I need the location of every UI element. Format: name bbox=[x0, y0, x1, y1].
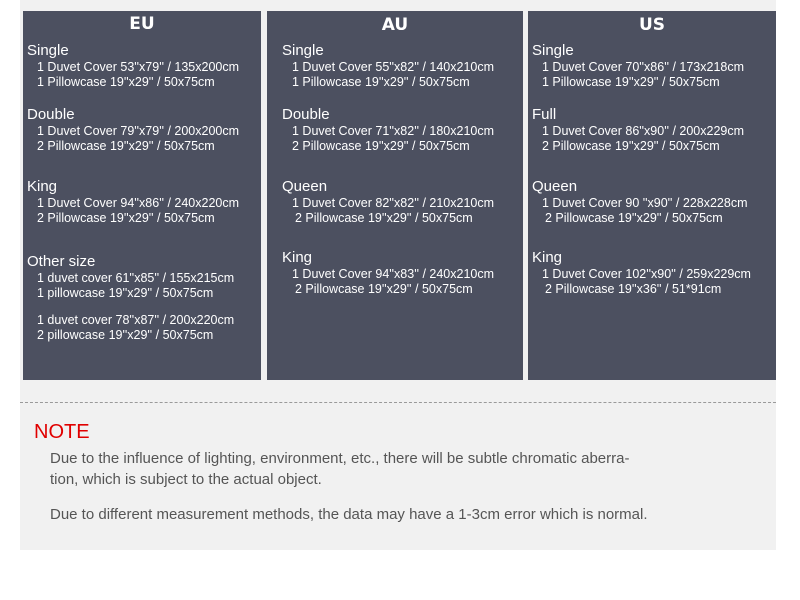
section-label: Single bbox=[532, 42, 574, 59]
size-line: 1 Pillowcase 19''x29'' / 50x75cm bbox=[292, 75, 470, 89]
us-size-column bbox=[528, 11, 776, 380]
note-title: NOTE bbox=[34, 421, 90, 443]
size-line: 1 Duvet Cover 86''x90'' / 200x229cm bbox=[542, 124, 745, 138]
au-section-queen bbox=[282, 178, 494, 226]
section-label: Queen bbox=[282, 178, 328, 195]
section-label: Double bbox=[282, 106, 330, 123]
us-section-king bbox=[532, 249, 751, 297]
au-section-single bbox=[282, 42, 494, 90]
eu-column-title: EU bbox=[129, 14, 155, 34]
size-line: 1 Duvet Cover 79''x79'' / 200x200cm bbox=[37, 124, 240, 138]
size-line: 2 Pillowcase 19''x29'' / 50x75cm bbox=[295, 282, 473, 296]
eu-section-double bbox=[27, 106, 239, 154]
section-label: Double bbox=[27, 106, 75, 123]
eu-size-column bbox=[23, 11, 261, 380]
note-paragraph-line: tion, which is subject to the actual object. bbox=[50, 471, 322, 488]
size-line: 1 Duvet Cover 55''x82'' / 140x210cm bbox=[292, 60, 495, 74]
size-line: 1 Duvet Cover 70''x86'' / 173x218cm bbox=[542, 60, 745, 74]
size-line: 1 pillowcase 19''x29'' / 50x75cm bbox=[37, 286, 214, 300]
size-line: 1 Duvet Cover 53''x79'' / 135x200cm bbox=[37, 60, 240, 74]
size-line: 1 Duvet Cover 102''x90'' / 259x229cm bbox=[542, 267, 751, 281]
section-label: Single bbox=[282, 42, 324, 59]
size-line: 1 Duvet Cover 82''x82'' / 210x210cm bbox=[292, 196, 495, 210]
section-label: Other size bbox=[27, 253, 96, 270]
size-line: 1 Duvet Cover 94''x83'' / 240x210cm bbox=[292, 267, 495, 281]
note-paragraph-line: Due to the influence of lighting, environment, etc., there will be subtle chromatic aberra- bbox=[50, 450, 630, 467]
au-size-column bbox=[267, 11, 523, 380]
au-column-title: AU bbox=[381, 15, 409, 35]
size-line: 1 Duvet Cover 71''x82'' / 180x210cm bbox=[292, 124, 495, 138]
size-line: 2 pillowcase 19''x29'' / 50x75cm bbox=[37, 328, 214, 342]
size-line: 2 Pillowcase 19''x29'' / 50x75cm bbox=[295, 211, 473, 225]
section-label: King bbox=[27, 178, 58, 195]
section-label: Single bbox=[27, 42, 69, 59]
dashed-divider bbox=[20, 402, 776, 403]
note-paragraph: Due to different measurement methods, the data may have a 1-3cm error which is normal. bbox=[50, 506, 648, 523]
au-section-king bbox=[282, 249, 494, 297]
size-line: 1 duvet cover 61''x85'' / 155x215cm bbox=[37, 271, 235, 285]
eu-section-single bbox=[27, 42, 239, 90]
us-section-full bbox=[532, 106, 744, 154]
size-line: 2 Pillowcase 19''x29'' / 50x75cm bbox=[545, 211, 723, 225]
size-line: 1 Duvet Cover 90 ''x90'' / 228x228cm bbox=[542, 196, 748, 210]
size-line: 1 duvet cover 78''x87'' / 200x220cm bbox=[37, 313, 235, 327]
size-line: 2 Pillowcase 19''x29'' / 50x75cm bbox=[37, 139, 215, 153]
us-column-title: US bbox=[638, 15, 666, 35]
size-line: 2 Pillowcase 19''x29'' / 50x75cm bbox=[542, 139, 720, 153]
eu-section-king bbox=[27, 178, 239, 226]
size-line: 1 Pillowcase 19''x29'' / 50x75cm bbox=[37, 75, 215, 89]
eu-section-other-size bbox=[27, 253, 234, 343]
size-line: 2 Pillowcase 19''x29'' / 50x75cm bbox=[292, 139, 470, 153]
section-label: Queen bbox=[532, 178, 578, 195]
size-line: 2 Pillowcase 19''x36'' / 51*91cm bbox=[545, 282, 722, 296]
section-label: King bbox=[282, 249, 313, 266]
us-section-queen bbox=[532, 178, 748, 226]
section-label: Full bbox=[532, 106, 557, 123]
section-label: King bbox=[532, 249, 563, 266]
size-line: 1 Pillowcase 19''x29'' / 50x75cm bbox=[542, 75, 720, 89]
size-line: 1 Duvet Cover 94''x86'' / 240x220cm bbox=[37, 196, 240, 210]
size-line: 2 Pillowcase 19''x29'' / 50x75cm bbox=[37, 211, 215, 225]
au-section-double bbox=[282, 106, 494, 154]
us-section-single bbox=[532, 42, 744, 90]
